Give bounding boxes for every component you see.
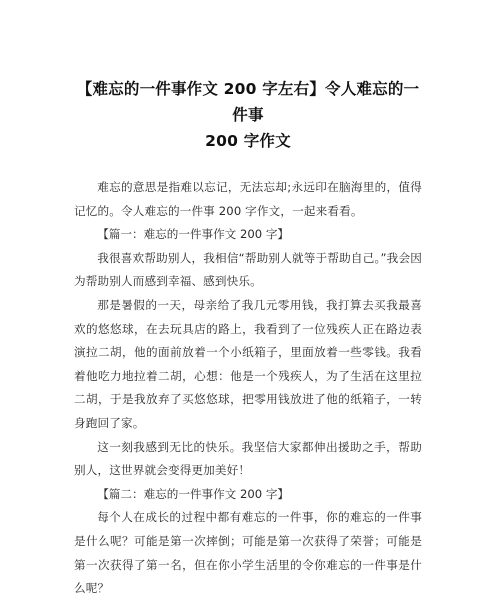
section-1-paragraph-3: 这一刻我感到无比的快乐。我坚信大家都伸出援助之手，帮助别人，这世界就会变得更加美好！ (74, 439, 422, 478)
section-2-paragraph-1: 每个人在成长的过程中都有难忘的一件事，你的难忘的一件事是什么呢？可能是第一次摔倒；可能是第一次获得了荣誉；可能是第一次获得了第一名，但在你小学生活里的令你难忘的一件事是什么呢？ (74, 510, 422, 596)
section-heading-1: 【篇一：难忘的一件事作文 200 字】 (97, 227, 290, 242)
section-heading-2: 【篇二：难忘的一件事作文 200 字】 (97, 486, 290, 501)
intro-paragraph: 难忘的意思是指难以忘记，无法忘却;永远印在脑海里的，值得记忆的。令人难忘的一件事 200 字作文，一起来看看。 (74, 180, 422, 218)
article-body (74, 176, 422, 601)
section-1-paragraph-1: 我很喜欢帮助别人，我相信“帮助别人就等于帮助自己。”我会因为帮助别人而感到幸福、感到快乐。 (74, 250, 422, 289)
section-1-paragraph-2: 那是暑假的一天，母亲给了我几元零用钱，我打算去买我最喜欢的悠悠球，在去玩具店的路上，我看到了一位残疾人正在路边表演拉二胡，他的面前放着一个小纸箱子，里面放着一些零钱。我看着他吃力地拉着二胡，心想：他是一个残疾人，为了生活在这里拉二胡，于是我放弃了买悠悠球，把零用钱放进了他的纸箱子，一转身跑回了家。 (74, 297, 422, 430)
article-title-line-1: 【难忘的一件事作文 200 字左右】令人难忘的一件事 (76, 80, 420, 124)
article-title (74, 0, 422, 154)
article-title-line-2: 200 字作文 (205, 132, 291, 150)
